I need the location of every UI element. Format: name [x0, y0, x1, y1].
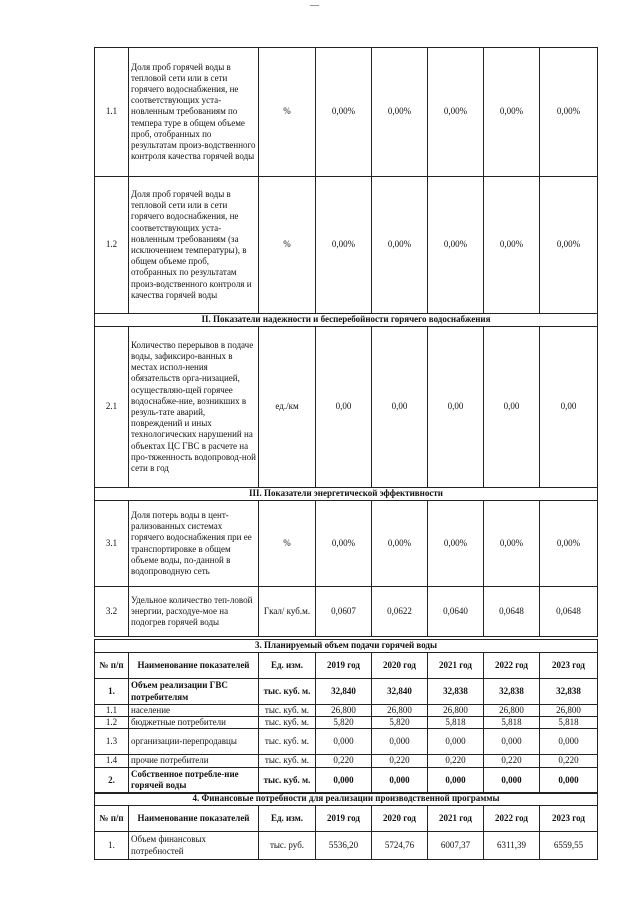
unit-cell: % [259, 177, 316, 314]
table-row [95, 705, 598, 717]
row-number: 1.1 [95, 48, 129, 177]
value-cell: 5724,76 [372, 832, 428, 860]
page-number-mark: — [310, 0, 319, 10]
row-number: 3.2 [95, 587, 129, 637]
unit-cell: % [259, 501, 316, 587]
unit-cell: тыс. руб. [259, 832, 316, 860]
column-header-number: № п/п [95, 806, 129, 832]
value-cell: 32,838 [540, 679, 598, 705]
indicator-name: Собственное потребле-ние горячей воды [129, 767, 259, 793]
value-cell: 0,00 [484, 327, 540, 488]
value-cell: 0,000 [316, 729, 372, 755]
column-header-year: 2023 год [540, 806, 598, 832]
value-cell: 5,820 [316, 717, 372, 729]
value-cell: 26,800 [428, 705, 484, 717]
section-heading-row [95, 793, 598, 806]
header-row [95, 806, 598, 832]
value-cell: 0,220 [372, 755, 428, 767]
column-header-year: 2022 год [484, 806, 540, 832]
column-header-year: 2022 год [484, 653, 540, 679]
table-row [95, 177, 598, 314]
table-row [95, 767, 598, 793]
value-cell: 26,800 [484, 705, 540, 717]
value-cell: 6007,37 [428, 832, 484, 860]
indicator-name: Объем финансовых потребностей [129, 832, 259, 860]
section-heading-row [95, 314, 598, 327]
row-number: 1.2 [95, 177, 129, 314]
value-cell: 0,00% [484, 177, 540, 314]
table-row [95, 729, 598, 755]
unit-cell: тыс. куб. м. [259, 755, 316, 767]
value-cell: 0,0622 [372, 587, 428, 637]
value-cell: 0,00% [428, 501, 484, 587]
finance-table [94, 792, 598, 860]
value-cell: 6559,55 [540, 832, 598, 860]
value-cell: 0,00% [316, 48, 372, 177]
indicator-name: прочие потребители [129, 755, 259, 767]
value-cell: 0,00% [484, 501, 540, 587]
value-cell: 0,00% [428, 48, 484, 177]
value-cell: 0,00% [540, 177, 598, 314]
column-header-unit: Ед. изм. [259, 806, 316, 832]
value-cell: 0,220 [484, 755, 540, 767]
value-cell: 5,818 [540, 717, 598, 729]
row-number: 2. [95, 767, 129, 793]
value-cell: 0,00% [540, 501, 598, 587]
unit-cell: тыс. куб. м. [259, 767, 316, 793]
indicator-name: Доля проб горячей воды в тепловой сети или в сети горячего водоснабжения, не соответствующих уста-новленным требованиям (за исключением температуры), в общем объеме проб, отобранных по результатам произ-водственного контроля и качества горячей воды [129, 177, 259, 314]
indicator-name: организации-перепродавцы [129, 729, 259, 755]
value-cell: 0,0607 [316, 587, 372, 637]
value-cell: 0,0640 [428, 587, 484, 637]
column-header-year: 2019 год [316, 806, 372, 832]
value-cell: 0,00% [484, 48, 540, 177]
unit-cell: % [259, 48, 316, 177]
row-number: 1.4 [95, 755, 129, 767]
value-cell: 0,000 [484, 729, 540, 755]
unit-cell: тыс. куб. м. [259, 729, 316, 755]
table-row [95, 48, 598, 177]
value-cell: 32,838 [428, 679, 484, 705]
volume-table [94, 639, 598, 794]
value-cell: 0,0648 [484, 587, 540, 637]
indicator-name: Доля потерь воды в цент-рализованных системах горячего водоснабжения при ее транспортировке в общем объеме воды, по-данной в водопроводную сеть [129, 501, 259, 587]
value-cell: 0,00% [372, 48, 428, 177]
value-cell: 0,00% [316, 501, 372, 587]
section-title: 4. Финансовые потребности для реализации производственной программы [95, 793, 598, 806]
table-row [95, 832, 598, 860]
unit-cell: Гкал/ куб.м. [259, 587, 316, 637]
value-cell: 0,00 [540, 327, 598, 488]
indicator-name: население [129, 705, 259, 717]
section-heading-row [95, 640, 598, 653]
unit-cell: тыс. куб. м. [259, 717, 316, 729]
value-cell: 0,00% [372, 177, 428, 314]
indicator-name: Объем реализации ГВС потребителям [129, 679, 259, 705]
value-cell: 5536,20 [316, 832, 372, 860]
row-number: 1. [95, 679, 129, 705]
row-number: 1.2 [95, 717, 129, 729]
indicator-name: Доля проб горячей воды в тепловой сети или в сети горячего водоснабжения, не соответствующих уста-новленным требованиям по темпера туре в общем объеме проб, отобранных по результатам произ-водственного контроля качества горячей воды [129, 48, 259, 177]
table-row [95, 679, 598, 705]
value-cell: 0,00% [540, 48, 598, 177]
value-cell: 32,840 [372, 679, 428, 705]
column-header-name: Наименование показателей [129, 653, 259, 679]
row-number: 1.3 [95, 729, 129, 755]
column-header-name: Наименование показателей [129, 806, 259, 832]
column-header-unit: Ед. изм. [259, 653, 316, 679]
column-header-year: 2020 год [372, 806, 428, 832]
value-cell: 0,220 [540, 755, 598, 767]
value-cell: 0,00% [372, 501, 428, 587]
value-cell: 5,818 [484, 717, 540, 729]
section-heading-row [95, 488, 598, 501]
value-cell: 0,00% [316, 177, 372, 314]
row-number: 1.1 [95, 705, 129, 717]
value-cell: 26,800 [372, 705, 428, 717]
column-header-year: 2019 год [316, 653, 372, 679]
table-row [95, 501, 598, 587]
value-cell: 0,00 [372, 327, 428, 488]
indicator-name: Удельное количество теп-ловой энергии, расходуе-мое на подогрев горячей воды [129, 587, 259, 637]
value-cell: 5,820 [372, 717, 428, 729]
table-row [95, 755, 598, 767]
value-cell: 0,000 [428, 767, 484, 793]
unit-cell: тыс. куб. м. [259, 679, 316, 705]
header-row [95, 653, 598, 679]
table-row [95, 717, 598, 729]
section-title: 3. Планируемый объем подачи горячей воды [95, 640, 598, 653]
unit-cell: ед./км [259, 327, 316, 488]
value-cell: 0,00% [428, 177, 484, 314]
indicator-name: Количество перерывов в подаче воды, зафиксиро-ванных в местах испол-нения обязательств орга-низацией, осуществляю-щей горячее водоснабже-ние, возникших в резуль-тате аварий, повреждений и иных технологических нарушений на объектах ЦС ГВС в расчете на про-тяженность водопровод-ной сети в год [129, 327, 259, 488]
section-title: II. Показатели надежности и бесперебойности горячего водоснабжения [95, 314, 598, 327]
value-cell: 32,838 [484, 679, 540, 705]
column-header-year: 2023 год [540, 653, 598, 679]
column-header-year: 2021 год [428, 653, 484, 679]
column-header-year: 2021 год [428, 806, 484, 832]
value-cell: 0,0648 [540, 587, 598, 637]
row-number: 1. [95, 832, 129, 860]
unit-cell: тыс. куб. м. [259, 705, 316, 717]
value-cell: 0,000 [540, 767, 598, 793]
value-cell: 26,800 [540, 705, 598, 717]
section-title: III. Показатели энергетической эффективности [95, 488, 598, 501]
value-cell: 0,000 [540, 729, 598, 755]
value-cell: 6311,39 [484, 832, 540, 860]
value-cell: 0,00 [316, 327, 372, 488]
column-header-year: 2020 год [372, 653, 428, 679]
value-cell: 0,000 [428, 729, 484, 755]
row-number: 2.1 [95, 327, 129, 488]
value-cell: 32,840 [316, 679, 372, 705]
value-cell: 5,818 [428, 717, 484, 729]
value-cell: 0,00 [428, 327, 484, 488]
value-cell: 0,000 [484, 767, 540, 793]
row-number: 3.1 [95, 501, 129, 587]
value-cell: 26,800 [316, 705, 372, 717]
column-header-number: № п/п [95, 653, 129, 679]
value-cell: 0,000 [372, 767, 428, 793]
value-cell: 0,000 [316, 767, 372, 793]
indicators-table [94, 47, 598, 637]
value-cell: 0,000 [372, 729, 428, 755]
indicator-name: бюджетные потребители [129, 717, 259, 729]
value-cell: 0,220 [428, 755, 484, 767]
table-row [95, 327, 598, 488]
value-cell: 0,220 [316, 755, 372, 767]
table-row [95, 587, 598, 637]
